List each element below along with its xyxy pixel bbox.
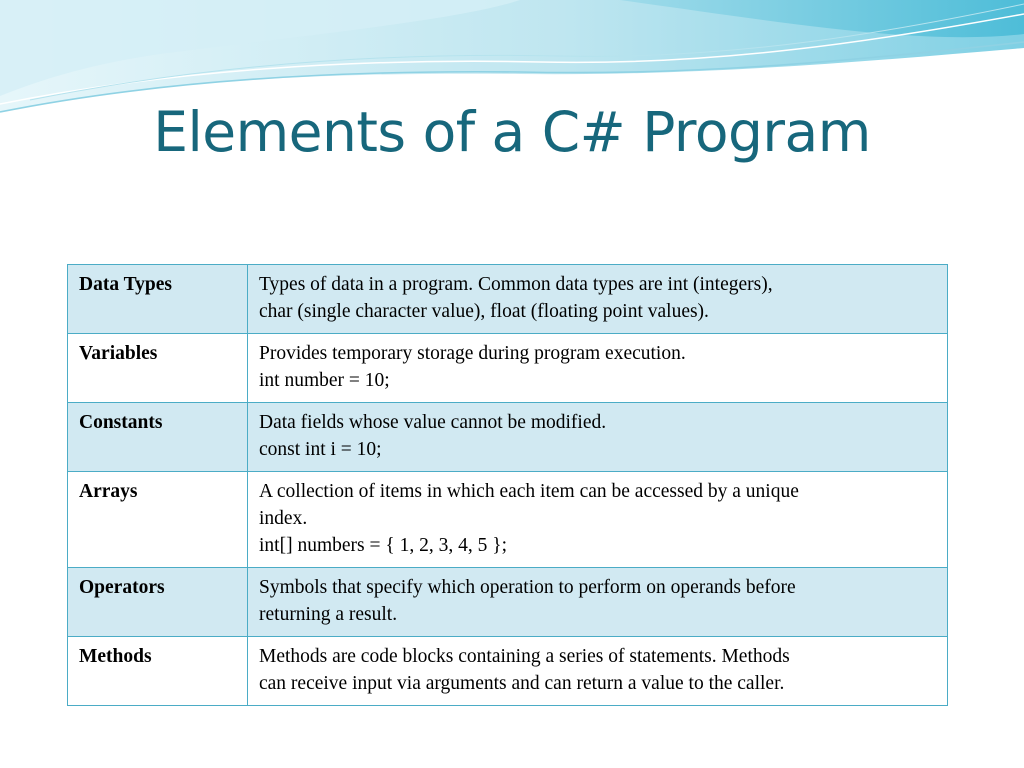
concept-table — [67, 264, 948, 706]
description-cell — [248, 265, 948, 334]
table-row — [68, 334, 948, 403]
term-cell: Arrays — [68, 472, 248, 568]
term-cell: Constants — [68, 403, 248, 472]
description-cell — [248, 472, 948, 568]
description-cell — [248, 568, 948, 637]
term-cell: Variables — [68, 334, 248, 403]
description-line: Provides temporary storage during program execution. — [259, 343, 686, 364]
description-line: Types of data in a program. Common data types are int (integers), — [259, 274, 773, 295]
table-row — [68, 568, 948, 637]
slide-title: Elements of a C# Program — [153, 100, 871, 164]
table-row — [68, 472, 948, 568]
description-line: can receive input via arguments and can return a value to the caller. — [259, 673, 785, 694]
term-cell: Data Types — [68, 265, 248, 334]
table-row — [68, 637, 948, 706]
description-line: Symbols that specify which operation to perform on operands before — [259, 577, 796, 598]
description-line: index. — [259, 508, 308, 529]
code-example-line: const int i = 10; — [259, 439, 382, 460]
term-cell: Operators — [68, 568, 248, 637]
description-line: Data fields whose value cannot be modified. — [259, 412, 607, 433]
table-row — [68, 403, 948, 472]
code-example-line: int[] numbers = { 1, 2, 3, 4, 5 }; — [259, 535, 507, 556]
table-row — [68, 265, 948, 334]
description-cell — [248, 637, 948, 706]
description-line: returning a result. — [259, 604, 398, 625]
description-cell — [248, 403, 948, 472]
code-example-line: int number = 10; — [259, 370, 390, 391]
description-line: Methods are code blocks containing a series of statements. Methods — [259, 646, 790, 667]
description-cell — [248, 334, 948, 403]
description-line: char (single character value), float (floating point values). — [259, 301, 709, 322]
description-line: A collection of items in which each item can be accessed by a unique — [259, 481, 799, 502]
term-cell: Methods — [68, 637, 248, 706]
